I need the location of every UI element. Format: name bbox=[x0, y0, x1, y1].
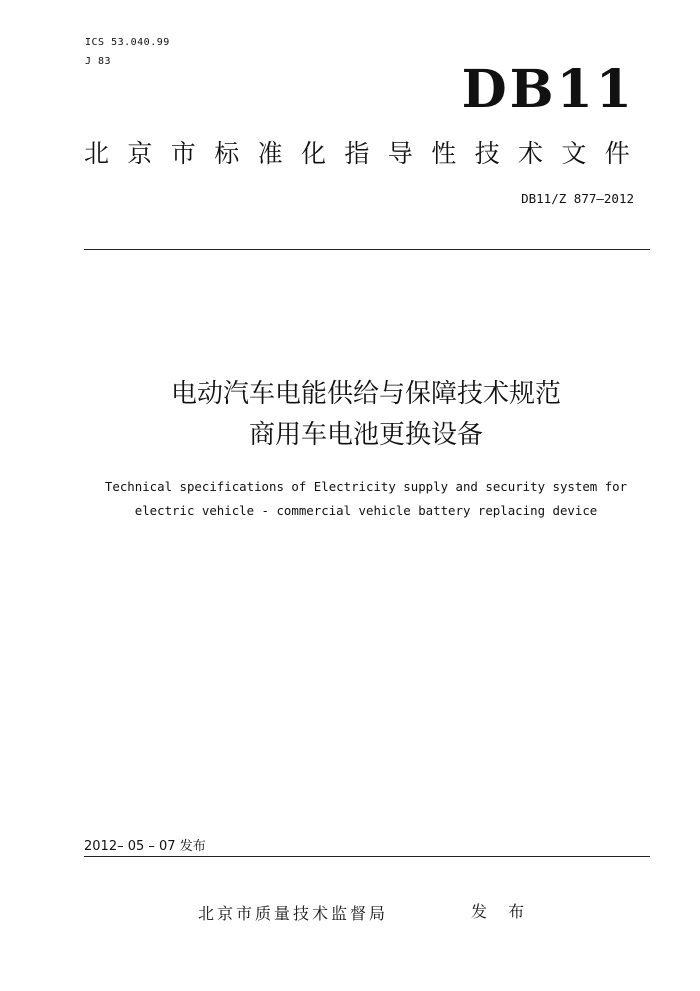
ics-code: ICS 53.040.99 bbox=[85, 37, 170, 48]
title-english-line1: Technical specifications of Electricity supply and security system for bbox=[104, 479, 628, 494]
bottom-divider bbox=[84, 856, 650, 857]
title-chinese-line1: 电动汽车电能供给与保障技术规范 bbox=[170, 379, 561, 409]
publish-label: 发 布 bbox=[471, 902, 533, 921]
title-chinese-line2: 商用车电池更换设备 bbox=[248, 420, 483, 450]
title-english-line2: electric vehicle - commercial vehicle battery replacing device bbox=[134, 503, 598, 518]
document-type: 北京市标准化指导性技术文件 bbox=[84, 139, 649, 168]
issue-date: 2012– 05 – 07 发布 bbox=[84, 839, 206, 854]
top-divider bbox=[84, 249, 650, 250]
document-number: DB11/Z 877—2012 bbox=[521, 191, 634, 206]
standard-logo: DB11 bbox=[461, 59, 635, 120]
classification-code: J 83 bbox=[85, 56, 112, 67]
issuing-authority: 北京市质量技术监督局 bbox=[198, 904, 389, 923]
